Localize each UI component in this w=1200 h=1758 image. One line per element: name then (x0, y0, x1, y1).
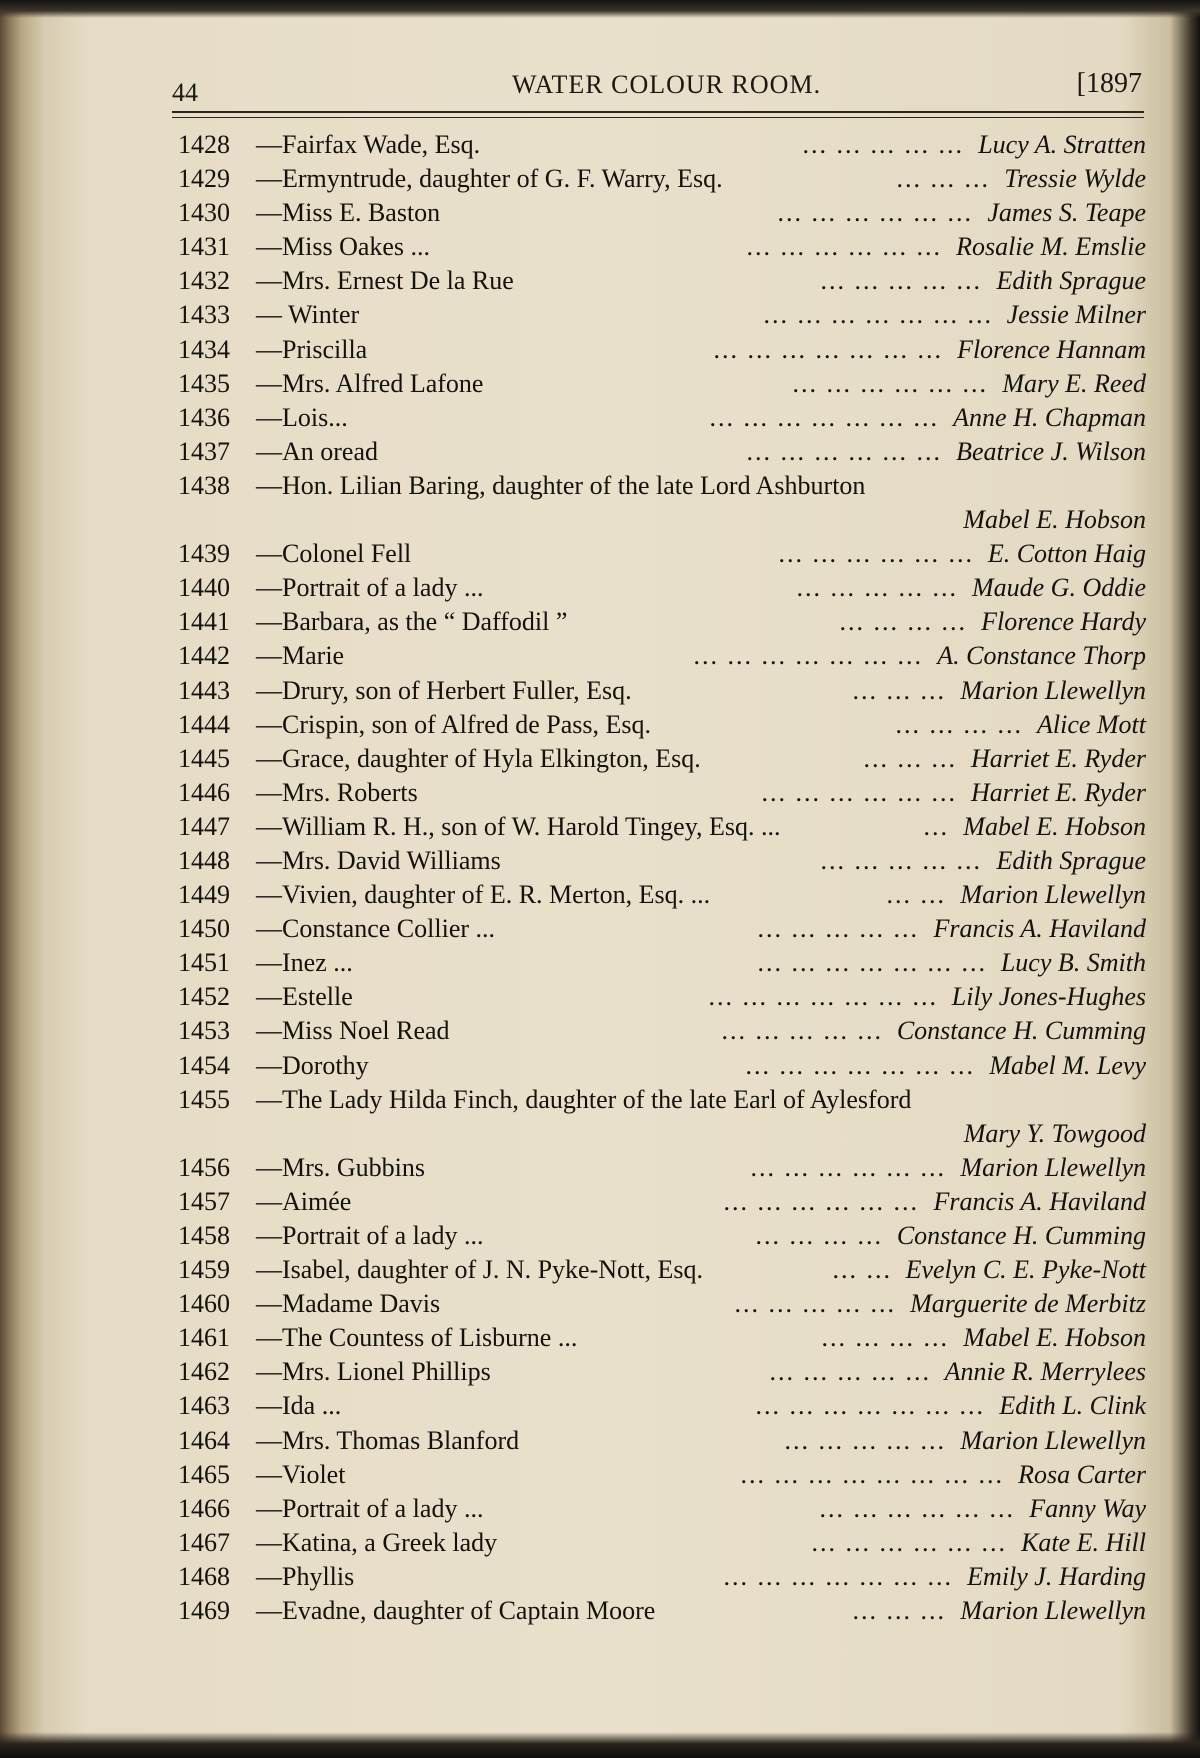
leader-dots: ... ... ... ... ... (802, 130, 964, 159)
entry-artist: Edith L. Clink (999, 1391, 1146, 1421)
entry-number: 1433 (178, 300, 230, 330)
entry-artist: Marion Llewellyn (960, 1596, 1146, 1626)
catalogue-entry (178, 198, 1158, 232)
catalogue-entry (178, 1528, 1158, 1562)
entry-title: —Mrs. Ernest De la Rue (256, 266, 514, 296)
catalogue-entry (178, 164, 1158, 198)
catalogue-entry (178, 1494, 1158, 1528)
entry-artist: Lucy B. Smith (1000, 948, 1146, 978)
entry-number: 1431 (178, 232, 230, 262)
entry-title: —Dorothy (256, 1050, 369, 1080)
entry-title: —Crispin, son of Alfred de Pass, Esq. (256, 709, 652, 739)
entry-number: 1454 (178, 1050, 230, 1080)
leader-dots: ... ... ... ... ... ... (819, 1493, 1015, 1523)
catalogue-entry (178, 641, 1158, 675)
leader-dots: ... ... ... (896, 164, 990, 194)
entry-number: 1455 (178, 1084, 230, 1114)
entry-artist: Mabel E. Hobson (963, 811, 1146, 841)
entry-artist: E. Cotton Haig (987, 539, 1146, 569)
entry-artist: Alice Mott (1036, 709, 1146, 739)
entry-artist: Rosa Carter (1018, 1459, 1146, 1489)
leader-dots: ... ... ... ... ... ... ... (693, 641, 923, 671)
entry-number: 1465 (178, 1459, 230, 1489)
entry-artist: Mabel E. Hobson (963, 1323, 1146, 1353)
entry-title: —Miss Noel Read (256, 1016, 450, 1046)
leader-dots: ... ... ... ... (755, 1221, 883, 1250)
leader-dots: ... ... ... ... ... ... ... (745, 1050, 975, 1080)
entry-number: 1434 (178, 334, 230, 364)
catalogue-entry (178, 710, 1158, 744)
entry-number: 1457 (178, 1186, 230, 1216)
catalogue-entry (178, 1391, 1158, 1425)
entry-artist: A. Constance Thorp (937, 641, 1146, 671)
entry-title: —Ermyntrude, daughter of G. F. Warry, Esq. (256, 164, 723, 194)
catalogue-entry (178, 1187, 1158, 1221)
catalogue-entry (178, 335, 1158, 369)
leader-dots: ... ... (886, 880, 946, 910)
entry-title: —Colonel Fell (256, 539, 412, 569)
entry-number: 1459 (178, 1255, 230, 1285)
leader-dots: ... ... ... ... ... ... (792, 368, 988, 398)
entry-number: 1458 (178, 1221, 230, 1250)
catalogue-entry (178, 403, 1158, 437)
catalogue-entry (178, 1085, 1158, 1119)
entry-artist: Evelyn C. E. Pyke-Nott (905, 1255, 1146, 1285)
leader-dots: ... ... ... ... ... ... ... (708, 982, 938, 1012)
entry-title: —Violet (256, 1459, 346, 1489)
leader-dots: ... ... ... ... ... ... (750, 1152, 946, 1182)
catalogue-entry (178, 266, 1158, 300)
catalogue-entry (178, 914, 1158, 948)
header-rule-thin (172, 117, 1144, 118)
leader-dots: ... ... ... ... ... ... (723, 1186, 919, 1216)
entry-title: —Aimée (256, 1186, 352, 1216)
entry-artist: Florence Hannam (957, 334, 1146, 364)
entry-number: 1439 (178, 539, 230, 569)
entry-number: 1442 (178, 641, 230, 671)
catalogue-entry (178, 1562, 1158, 1596)
entry-number: 1435 (178, 368, 230, 398)
entry-title: —Mrs. Gubbins (256, 1152, 426, 1182)
entry-number: 1452 (178, 982, 230, 1012)
catalogue-entry (178, 812, 1158, 846)
catalogue-entry (178, 539, 1158, 573)
leader-dots: ... ... ... ... ... (769, 1357, 931, 1387)
catalogue-entry (178, 1255, 1158, 1289)
entry-artist: Marion Llewellyn (960, 1425, 1146, 1455)
entry-artist: Edith Sprague (996, 266, 1146, 296)
leader-dots: ... ... ... ... ... ... ... (763, 300, 993, 330)
leader-dots: ... ... ... ... (839, 607, 967, 637)
leader-dots: ... ... ... ... ... ... ... (723, 1561, 953, 1591)
leader-dots: ... ... ... ... ... ... ... (713, 334, 943, 364)
catalogue-entry (178, 744, 1158, 778)
entry-number: 1443 (178, 675, 230, 705)
leader-dots: ... ... ... ... ... ... (778, 539, 974, 569)
leader-dots: ... ... ... (852, 1596, 946, 1626)
entry-title: —Evadne, daughter of Captain Moore (256, 1596, 656, 1626)
catalogue-entry (178, 1016, 1158, 1050)
entry-title: —Miss E. Baston (256, 198, 441, 228)
entry-number: 1441 (178, 607, 230, 637)
entry-artist: Kate E. Hill (1021, 1527, 1146, 1557)
catalogue-entry (178, 607, 1158, 641)
entry-title: —Phyllis (256, 1561, 355, 1591)
entry-number: 1466 (178, 1493, 230, 1523)
catalogue-entry (178, 1426, 1158, 1460)
entry-title: —Miss Oakes ... (256, 232, 431, 262)
entry-title: —Estelle (256, 982, 353, 1012)
entry-artist: Mary E. Reed (1002, 368, 1146, 398)
entry-artist: Anne H. Chapman (953, 402, 1146, 432)
entry-number: 1436 (178, 402, 230, 432)
catalogue-entry (178, 1357, 1158, 1391)
catalogue-entry (178, 948, 1158, 982)
catalogue-entry (178, 880, 1158, 914)
entry-number: 1449 (178, 880, 230, 910)
entry-title: —Portrait of a lady ... (256, 573, 484, 603)
entry-artist: Maude G. Oddie (971, 573, 1146, 603)
entry-artist: Marion Llewellyn (960, 880, 1146, 910)
entry-number: 1468 (178, 1561, 230, 1591)
entry-artist: Fanny Way (1029, 1493, 1146, 1523)
entry-artist: Mabel E. Hobson (963, 505, 1146, 535)
leader-dots: ... ... ... ... ... ... ... (757, 948, 987, 978)
leader-dots: ... ... ... ... (821, 1323, 949, 1353)
catalogue-list (178, 130, 1158, 1630)
entry-artist: Harriet E. Ryder (971, 743, 1146, 773)
catalogue-entry (178, 130, 1158, 164)
entry-number: 1456 (178, 1152, 230, 1182)
leader-dots: ... ... ... ... ... ... (811, 1527, 1007, 1557)
catalogue-entry (178, 1460, 1158, 1494)
leader-dots: ... ... ... ... (895, 709, 1023, 739)
entry-artist: Florence Hardy (981, 607, 1146, 637)
running-title: WATER COLOUR ROOM. (512, 70, 822, 99)
entry-artist: Lily Jones-Hughes (951, 982, 1146, 1012)
catalogue-entry (178, 1221, 1158, 1255)
catalogue-entry (178, 1289, 1158, 1323)
leader-dots: ... ... ... ... ... (734, 1289, 896, 1319)
entry-artist: Mabel M. Levy (989, 1050, 1146, 1080)
leader-dots: ... ... ... ... ... ... (746, 436, 942, 466)
leader-dots: ... ... ... ... ... (820, 845, 982, 875)
entry-number: 1444 (178, 709, 230, 739)
entry-title: —Ida ... (256, 1391, 342, 1421)
catalogue-entry-continuation (178, 505, 1158, 539)
entry-number: 1429 (178, 164, 230, 194)
leader-dots: ... ... ... (863, 743, 957, 773)
entry-title: —Isabel, daughter of J. N. Pyke-Nott, Esq. (256, 1255, 703, 1285)
entry-title: —Madame Davis (256, 1289, 441, 1319)
leader-dots: ... ... ... ... ... ... (746, 232, 942, 262)
leader-dots: ... ... ... ... ... ... ... ... (740, 1459, 1004, 1489)
entry-artist: Constance H. Cumming (896, 1221, 1146, 1250)
entry-title: —Hon. Lilian Baring, daughter of the late Lord Ashburton (256, 470, 866, 500)
entry-artist: Francis A. Haviland (933, 1186, 1146, 1216)
page-number: 44 (172, 78, 198, 107)
entry-number: 1461 (178, 1323, 230, 1353)
entry-artist: James S. Teape (987, 198, 1146, 228)
entry-title: —Fairfax Wade, Esq. (256, 130, 481, 159)
entry-title: —Portrait of a lady ... (256, 1221, 484, 1250)
catalogue-entry-continuation (178, 1119, 1158, 1153)
entry-title: —Marie (256, 641, 345, 671)
leader-dots: ... ... (832, 1255, 892, 1285)
entry-artist: Jessie Milner (1006, 300, 1146, 330)
entry-title: —Inez ... (256, 948, 353, 978)
entry-artist: Beatrice J. Wilson (956, 436, 1146, 466)
leader-dots: ... ... ... ... ... ... ... (755, 1391, 985, 1421)
entry-artist: Edith Sprague (996, 845, 1146, 875)
leader-dots: ... ... ... ... ... (784, 1425, 946, 1455)
entry-artist: Emily J. Harding (967, 1561, 1146, 1591)
catalogue-entry (178, 778, 1158, 812)
entry-artist: Harriet E. Ryder (971, 777, 1146, 807)
entry-number: 1451 (178, 948, 230, 978)
entry-artist: Marion Llewellyn (960, 675, 1146, 705)
entry-title: —Mrs. Alfred Lafone (256, 368, 484, 398)
entry-number: 1467 (178, 1527, 230, 1557)
entry-title: —Mrs. Roberts (256, 777, 418, 807)
catalogue-entry (178, 300, 1158, 334)
entry-artist: Marion Llewellyn (960, 1152, 1146, 1182)
entry-title: — Winter (256, 300, 360, 330)
entry-number: 1447 (178, 811, 230, 841)
entry-number: 1445 (178, 743, 230, 773)
leader-dots: ... ... ... ... ... ... (761, 777, 957, 807)
entry-title: —Constance Collier ... (256, 914, 496, 944)
catalogue-entry (178, 846, 1158, 880)
entry-number: 1463 (178, 1391, 230, 1421)
entry-title: —Lois... (256, 402, 348, 432)
leader-dots: ... ... ... ... ... (721, 1016, 883, 1046)
entry-title: —Mrs. Thomas Blanford (256, 1425, 520, 1455)
catalogue-entry (178, 1153, 1158, 1187)
entry-title: —Vivien, daughter of E. R. Merton, Esq. ... (256, 880, 711, 910)
catalogue-entry (178, 437, 1158, 471)
leader-dots: ... (923, 811, 949, 841)
entry-title: —Portrait of a lady ... (256, 1493, 484, 1523)
entry-artist: Francis A. Haviland (933, 914, 1146, 944)
entry-title: —The Lady Hilda Finch, daughter of the late Earl of Aylesford (256, 1084, 912, 1114)
entry-title: —Drury, son of Herbert Fuller, Esq. (256, 675, 632, 705)
entry-artist: Mary Y. Towgood (963, 1118, 1146, 1148)
leader-dots: ... ... ... ... ... ... ... (709, 402, 939, 432)
entry-number: 1437 (178, 436, 230, 466)
entry-title: —Barbara, as the “ Daffodil ” (256, 607, 568, 637)
catalogue-entry (178, 1596, 1158, 1630)
entry-artist: Constance H. Cumming (896, 1016, 1146, 1046)
leader-dots: ... ... ... ... ... (820, 266, 982, 296)
page-bottom-edge (0, 1732, 1200, 1758)
catalogue-entry (178, 573, 1158, 607)
entry-title: —The Countess of Lisburne ... (256, 1323, 578, 1353)
leader-dots: ... ... ... ... ... (757, 914, 919, 944)
entry-number: 1453 (178, 1016, 230, 1046)
entry-title: —Mrs. David Williams (256, 845, 501, 875)
leader-dots: ... ... ... (852, 675, 946, 705)
catalogue-entry (178, 1051, 1158, 1085)
leader-dots: ... ... ... ... ... ... (777, 198, 973, 228)
catalogue-entry (178, 232, 1158, 266)
catalogue-entry (178, 369, 1158, 403)
catalogue-entry (178, 471, 1158, 505)
entry-number: 1464 (178, 1425, 230, 1455)
page-top-edge (0, 0, 1200, 18)
leader-dots: ... ... ... ... ... (796, 573, 958, 603)
entry-number: 1446 (178, 777, 230, 807)
entry-number: 1450 (178, 914, 230, 944)
entry-number: 1428 (178, 130, 230, 159)
entry-artist: Marguerite de Merbitz (910, 1289, 1146, 1319)
catalogue-entry (178, 982, 1158, 1016)
entry-artist: Lucy A. Stratten (978, 130, 1146, 159)
entry-number: 1469 (178, 1596, 230, 1626)
entry-title: —An oread (256, 436, 379, 466)
entry-title: —Priscilla (256, 334, 368, 364)
catalogue-entry (178, 1323, 1158, 1357)
page-header (172, 66, 1142, 106)
entry-title: —Grace, daughter of Hyla Elkington, Esq. (256, 743, 701, 773)
header-rule (172, 111, 1144, 113)
entry-artist: Tressie Wylde (1004, 164, 1146, 194)
entry-number: 1430 (178, 198, 230, 228)
entry-title: —Katina, a Greek lady (256, 1527, 498, 1557)
entry-number: 1448 (178, 845, 230, 875)
entry-number: 1438 (178, 470, 230, 500)
entry-number: 1460 (178, 1289, 230, 1319)
header-year: [1897 (1076, 68, 1142, 99)
entry-number: 1432 (178, 266, 230, 296)
entry-title: —William R. H., son of W. Harold Tingey, Esq. ... (256, 811, 781, 841)
entry-number: 1462 (178, 1357, 230, 1387)
entry-number: 1440 (178, 573, 230, 603)
catalogue-entry (178, 676, 1158, 710)
entry-artist: Rosalie M. Emslie (956, 232, 1146, 262)
entry-artist: Annie R. Merrylees (944, 1357, 1146, 1387)
entry-title: —Mrs. Lionel Phillips (256, 1357, 491, 1387)
